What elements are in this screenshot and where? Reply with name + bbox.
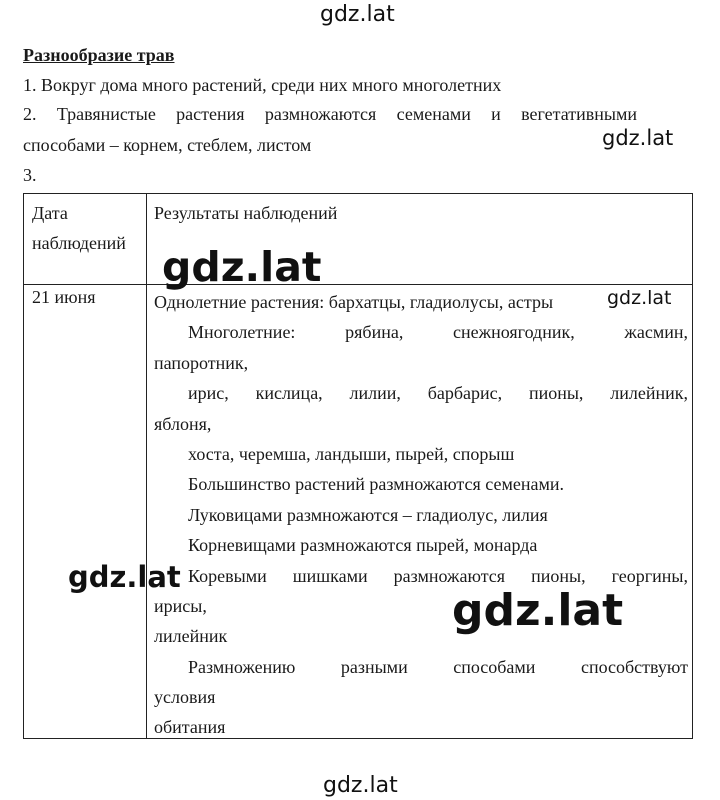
header-date: [32, 198, 126, 258]
result-line: условия: [154, 687, 216, 708]
result-line: Многолетние: рябина, снежноягодник, жасмин,: [188, 322, 688, 343]
item-2-line-2: способами – корнем, стеблем, листом: [23, 135, 312, 155]
document-heading: Разнообразие трав: [23, 45, 175, 65]
result-line: Луковицами размножаются – гладиолус, лилия: [188, 504, 548, 525]
item-2-line-1: 2. Травянистые растения размножаются семенами и вегетативными: [23, 104, 637, 124]
header-results: Результаты наблюдений: [154, 203, 338, 223]
result-line: Однолетние растения: бархатцы, гладиолусы, астры: [154, 292, 554, 312]
table-column-divider: [146, 194, 147, 738]
result-line: Большинство растений размножаются семенами.: [188, 474, 565, 495]
watermark-right: gdz.lat: [602, 126, 674, 150]
result-line: ирисы,: [154, 595, 207, 616]
result-line: Корневищами размножаются пырей, монарда: [188, 535, 538, 556]
result-line: Размножению разными способами способствуют: [188, 656, 688, 677]
header-date-line-2: наблюдений: [32, 233, 126, 253]
result-line: лилейник: [154, 626, 228, 647]
item-3: 3.: [23, 165, 37, 185]
result-line: хоста, черемша, ландыши, пырей, спорыш: [188, 443, 515, 464]
result-line: папоротник,: [154, 352, 249, 373]
watermark-table-right: gdz.lat: [607, 287, 672, 309]
watermark-large-middle: gdz.lat: [452, 585, 624, 636]
observation-results: [154, 287, 688, 743]
watermark-bottom: gdz.lat: [323, 773, 398, 798]
item-1: 1. Вокруг дома много растений, среди них много многолетних: [23, 75, 502, 95]
result-line: обитания: [154, 717, 226, 738]
result-line: Коревыми шишками размножаются пионы, георгины,: [188, 565, 688, 586]
watermark-top: gdz.lat: [320, 2, 395, 27]
observation-date: 21 июня: [32, 287, 96, 307]
watermark-left: gdz.lat: [68, 560, 181, 594]
result-line: ирис, кислица, лилии, барбарис, пионы, лилейник,: [188, 383, 688, 404]
result-line: яблоня,: [154, 413, 212, 434]
table-row-divider: [24, 284, 692, 285]
watermark-large-header: gdz.lat: [162, 243, 322, 291]
header-date-line-1: Дата: [32, 203, 68, 223]
observation-table: [23, 193, 693, 739]
